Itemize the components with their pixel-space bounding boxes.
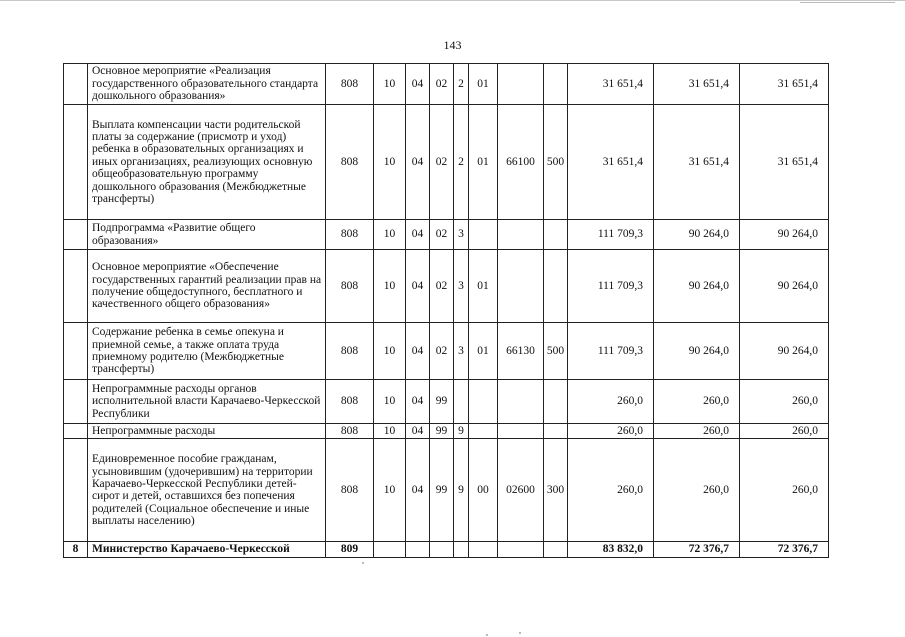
expense-name-cell: Основное мероприятие «Обеспечение государственных гарантий реализации прав на получение общедоступного, бесплатного и качественного общего образования» [88,250,326,323]
row-index-cell [64,64,88,105]
amount-year1-cell: 260,0 [568,439,654,542]
expense-name-cell: Министерство Карачаево-Черкесской [88,542,326,557]
expense-type-code-cell [544,220,568,250]
budget-table [63,63,829,558]
direction-code-cell: 66100 [498,105,544,220]
subprogram-code-cell [454,380,469,424]
expense-name-cell: Непрограммные расходы [88,424,326,439]
amount-year3-cell: 90 264,0 [740,220,829,250]
section-code-cell: 10 [374,323,406,380]
subprogram-code-cell: 3 [454,220,469,250]
amount-year1-cell: 111 709,3 [568,250,654,323]
expense-type-code-cell: 300 [544,439,568,542]
section-code-cell [374,542,406,557]
section-code-cell: 10 [374,250,406,323]
subprogram-code-cell: 3 [454,323,469,380]
table-row [64,105,829,220]
subsection-code-cell: 04 [406,64,430,105]
scan-artifact [362,562,364,564]
subsection-code-cell: 04 [406,380,430,424]
subprogram-code-cell [454,542,469,557]
ministry-code-cell: 809 [326,542,374,557]
page-number: 143 [443,38,462,52]
program-code-cell: 02 [430,64,454,105]
amount-year3-cell: 260,0 [740,424,829,439]
table-row [64,542,829,557]
amount-year2-cell: 90 264,0 [654,323,740,380]
program-code-cell [430,542,454,557]
direction-code-cell: 02600 [498,439,544,542]
amount-year2-cell: 31 651,4 [654,64,740,105]
event-code-cell: 01 [469,250,498,323]
amount-year2-cell: 72 376,7 [654,542,740,557]
amount-year1-cell: 31 651,4 [568,105,654,220]
direction-code-cell [498,380,544,424]
direction-code-cell: 66130 [498,323,544,380]
amount-year3-cell: 31 651,4 [740,64,829,105]
subsection-code-cell: 04 [406,323,430,380]
expense-name-cell: Непрограммные расходы органов исполнительной власти Карачаево-Черкесской Республики [88,380,326,424]
table-row [64,424,829,439]
scan-artifact [800,2,895,3]
expense-name-cell: Основное мероприятие «Реализация государственного образовательного стандарта дошкольного образования» [88,64,326,105]
subprogram-code-cell: 2 [454,64,469,105]
section-code-cell: 10 [374,220,406,250]
amount-year2-cell: 260,0 [654,439,740,542]
program-code-cell: 02 [430,250,454,323]
direction-code-cell [498,220,544,250]
section-code-cell: 10 [374,64,406,105]
event-code-cell: 00 [469,439,498,542]
amount-year2-cell: 31 651,4 [654,105,740,220]
program-code-cell: 02 [430,323,454,380]
ministry-code-cell: 808 [326,380,374,424]
amount-year3-cell: 31 651,4 [740,105,829,220]
ministry-code-cell: 808 [326,424,374,439]
event-code-cell [469,542,498,557]
ministry-code-cell: 808 [326,105,374,220]
ministry-code-cell: 808 [326,220,374,250]
section-code-cell: 10 [374,439,406,542]
amount-year2-cell: 260,0 [654,380,740,424]
section-code-cell: 10 [374,380,406,424]
row-index-cell [64,380,88,424]
table-row [64,250,829,323]
amount-year3-cell: 90 264,0 [740,250,829,323]
expense-type-code-cell: 500 [544,323,568,380]
expense-name-cell: Содержание ребенка в семье опекуна и приемной семье, а также оплата труда приемному родителю (Межбюджетные трансферты) [88,323,326,380]
subprogram-code-cell: 3 [454,250,469,323]
subsection-code-cell: 04 [406,439,430,542]
expense-type-code-cell [544,542,568,557]
program-code-cell: 99 [430,424,454,439]
program-code-cell: 99 [430,380,454,424]
table-row [64,64,829,105]
ministry-code-cell: 808 [326,250,374,323]
amount-year1-cell: 111 709,3 [568,323,654,380]
event-code-cell [469,424,498,439]
subprogram-code-cell: 9 [454,439,469,542]
expense-type-code-cell: 500 [544,105,568,220]
row-index-cell [64,323,88,380]
direction-code-cell [498,424,544,439]
amount-year3-cell: 90 264,0 [740,323,829,380]
expense-type-code-cell [544,424,568,439]
event-code-cell [469,220,498,250]
table-row [64,380,829,424]
subsection-code-cell: 04 [406,220,430,250]
expense-name-cell: Единовременное пособие гражданам, усыновившим (удочерившим) на территории Карачаево-Черкесской Республики детей-сирот и детей, оставшихся без попечения родителей (Социальное обеспечение и иные выплаты населению) [88,439,326,542]
amount-year2-cell: 90 264,0 [654,250,740,323]
budget-table-body [64,64,829,558]
table-row [64,220,829,250]
scan-edge [0,0,905,9]
amount-year2-cell: 260,0 [654,424,740,439]
expense-name-cell: Подпрограмма «Развитие общего образования» [88,220,326,250]
row-index-cell [64,105,88,220]
amount-year1-cell: 111 709,3 [568,220,654,250]
scan-artifact [519,632,521,634]
program-code-cell: 99 [430,439,454,542]
ministry-code-cell: 808 [326,64,374,105]
amount-year3-cell: 72 376,7 [740,542,829,557]
table-row [64,323,829,380]
event-code-cell: 01 [469,323,498,380]
expense-type-code-cell [544,64,568,105]
event-code-cell: 01 [469,64,498,105]
expense-type-code-cell [544,380,568,424]
direction-code-cell [498,250,544,323]
expense-name-cell: Выплата компенсации части родительской платы за содержание (присмотр и уход) ребенка в образовательных организациях и иных организациях, реализующих основную общеобразовательную программу дошкольного образования (Межбюджетные трансферты) [88,105,326,220]
row-index-cell [64,250,88,323]
subprogram-code-cell: 9 [454,424,469,439]
table-row [64,439,829,542]
section-code-cell: 10 [374,105,406,220]
program-code-cell: 02 [430,105,454,220]
direction-code-cell [498,64,544,105]
event-code-cell [469,380,498,424]
amount-year3-cell: 260,0 [740,380,829,424]
subsection-code-cell [406,542,430,557]
amount-year1-cell: 83 832,0 [568,542,654,557]
amount-year1-cell: 260,0 [568,380,654,424]
section-code-cell: 10 [374,424,406,439]
row-index-cell [64,439,88,542]
event-code-cell: 01 [469,105,498,220]
subprogram-code-cell: 2 [454,105,469,220]
subsection-code-cell: 04 [406,424,430,439]
program-code-cell: 02 [430,220,454,250]
row-index-cell: 8 [64,542,88,557]
amount-year2-cell: 90 264,0 [654,220,740,250]
amount-year1-cell: 31 651,4 [568,64,654,105]
ministry-code-cell: 808 [326,323,374,380]
amount-year1-cell: 260,0 [568,424,654,439]
direction-code-cell [498,542,544,557]
row-index-cell [64,424,88,439]
subsection-code-cell: 04 [406,105,430,220]
amount-year3-cell: 260,0 [740,439,829,542]
subsection-code-cell: 04 [406,250,430,323]
expense-type-code-cell [544,250,568,323]
scan-artifact [486,634,488,636]
ministry-code-cell: 808 [326,439,374,542]
row-index-cell [64,220,88,250]
